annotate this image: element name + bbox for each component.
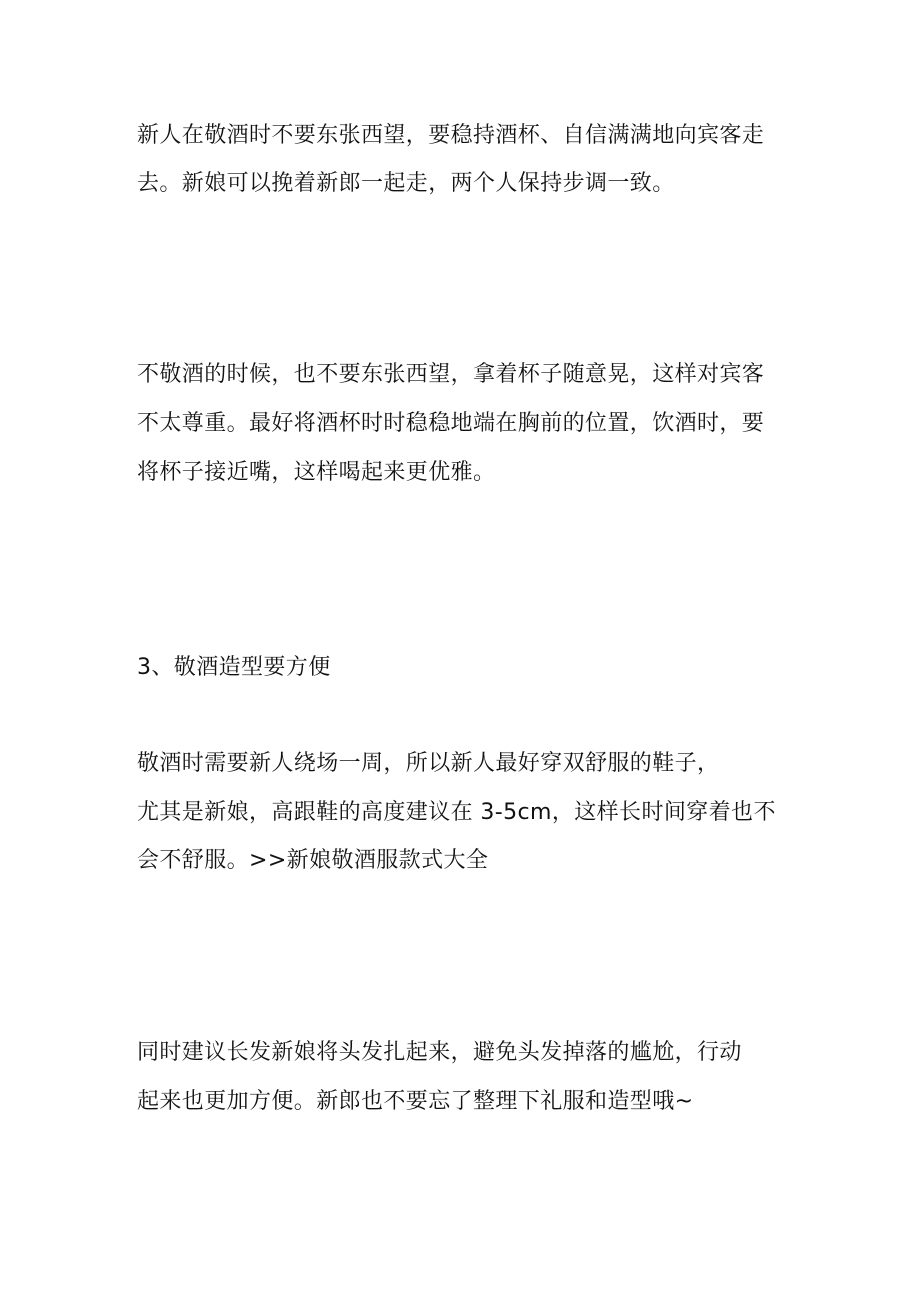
paragraph-line: 不太尊重。最好将酒杯时时稳稳地端在胸前的位置，饮酒时，要 (137, 411, 765, 436)
paragraph-line: 去。新娘可以挽着新郎一起走，两个人保持步调一致。 (137, 171, 675, 196)
paragraph-line: 将杯子接近嘴，这样喝起来更优雅。 (137, 460, 496, 485)
paragraph-line: 同时建议长发新娘将头发扎起来，避免头发掉落的尴尬，行动 (137, 1040, 742, 1065)
paragraph-line: 会不舒服。>>新娘敬酒服款式大全 (137, 848, 489, 873)
paragraph-line: 敬酒时需要新人绕场一周，所以新人最好穿双舒服的鞋子， (137, 751, 720, 776)
paragraph-line: 尤其是新娘，高跟鞋的高度建议在 3-5cm，这样长时间穿着也不 (137, 800, 776, 825)
paragraph-line: 不敬酒的时候，也不要东张西望，拿着杯子随意晃，这样对宾客 (137, 362, 765, 387)
section-heading-text: 3、敬酒造型要方便 (137, 655, 331, 680)
paragraph-line: 新人在敬酒时不要东张西望，要稳持酒杯、自信满满地向宾客走 (137, 123, 765, 148)
paragraph-line: 起来也更加方便。新郎也不要忘了整理下礼服和造型哦~ (137, 1089, 694, 1114)
